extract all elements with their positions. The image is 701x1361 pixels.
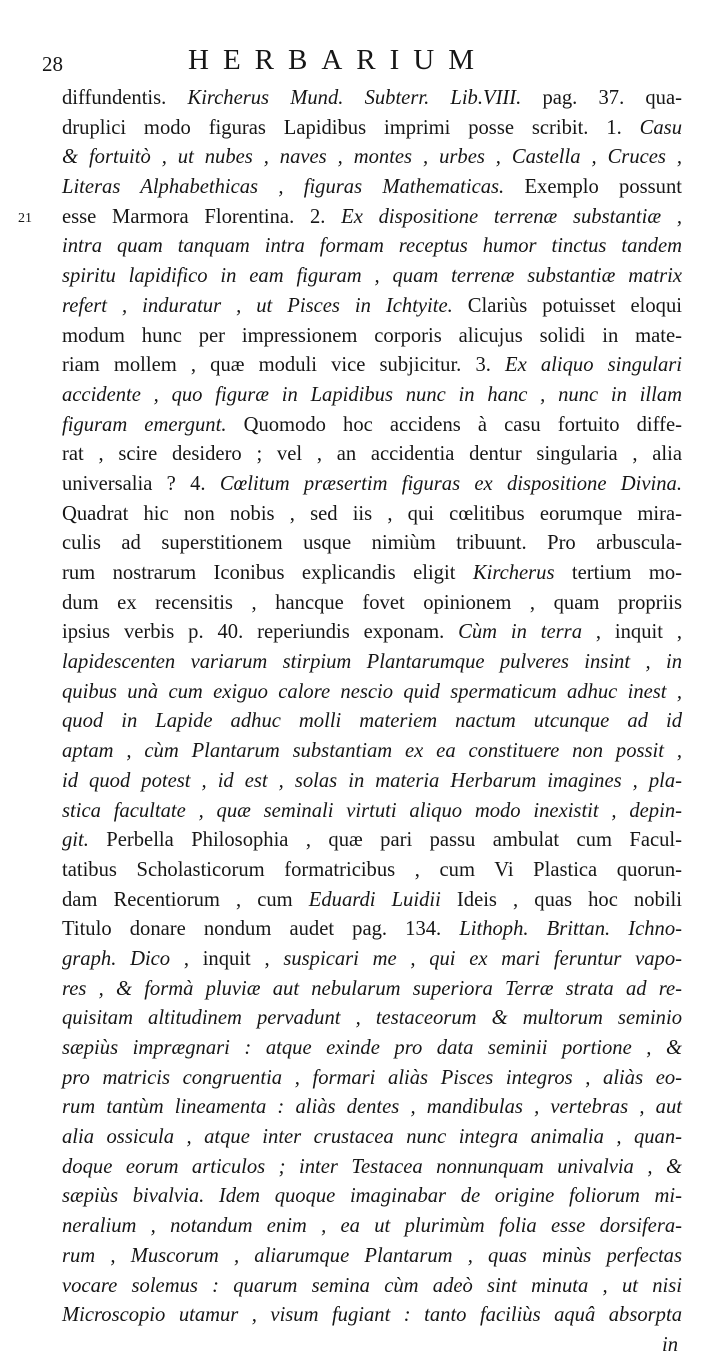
italic-text: Ex aliquo singulari — [505, 354, 682, 377]
text-line — [62, 232, 682, 262]
page-header — [40, 38, 680, 84]
italic-text: res , & formà pluviæ aut nebularum superiora Terræ strata ad re- — [62, 977, 682, 1000]
text-line — [62, 411, 682, 441]
roman-text: Titulo donare nondum audet pag. 134. — [62, 918, 460, 941]
roman-text: Perbella Philosophia , quæ pari passu ambulat cum Facul- — [88, 829, 682, 852]
text-line — [62, 500, 682, 530]
italic-text: pro matricis congruentia , formari aliàs Pisces integros , aliàs eo- — [62, 1066, 682, 1089]
roman-text: dam Recentiorum , cum — [62, 888, 309, 911]
italic-text: Ex dispositione terrenæ substantiæ , — [341, 205, 682, 228]
text-line — [62, 1331, 682, 1361]
italic-text: neralium , notandum enim , ea ut plurimùm folia esse dorsifera- — [62, 1215, 682, 1238]
italic-text: Cœlitum præsertim figuras ex dispositione Divina. — [219, 472, 682, 495]
text-line — [62, 826, 682, 856]
italic-text: Casu — [639, 116, 682, 139]
text-line — [62, 262, 682, 292]
text-line — [62, 1123, 682, 1153]
roman-text: modum hunc per impressionem corporis alicujus solidi in mate- — [62, 324, 682, 347]
text-line — [62, 1153, 682, 1183]
italic-text: intra quam tanquam intra formam receptus humor tinctus tandem — [62, 235, 682, 258]
text-line — [62, 114, 682, 144]
roman-text: diffundentis. — [62, 87, 188, 109]
italic-text: quibus unà cum exiguo calore nescio quid spermaticum adhuc inest , — [62, 680, 682, 703]
text-line — [62, 737, 682, 767]
text-line — [62, 84, 682, 114]
text-line — [62, 143, 682, 173]
roman-text: ipsius verbis p. 40. reperiundis exponam. — [62, 621, 459, 644]
roman-text: Ideis , quas hoc nobili — [440, 888, 682, 911]
italic-text: sæpiùs imprægnari : atque exinde pro data seminii portione , & — [62, 1037, 682, 1059]
italic-text: alia ossicula , atque inter crustacea nunc integra animalia , quan- — [62, 1126, 682, 1149]
italic-text: rum tantùm lineamenta : aliàs dentes , mandibulas , vertebras , aut — [62, 1096, 682, 1119]
roman-text: Quomodo hoc accidens à casu fortuito diffe- — [226, 413, 682, 436]
italic-text: & fortuitò , ut nubes , naves , montes , urbes , Castella , Cruces , — [62, 146, 682, 169]
roman-text: rum nostrarum Iconibus explicandis eligit — [62, 562, 473, 584]
italic-text: lapidescenten variarum stirpium Plantarumque pulveres insint , in — [62, 651, 682, 674]
text-line — [62, 767, 682, 797]
italic-text: aptam , cùm Plantarum substantiam ex ea constituere non possit , — [62, 740, 682, 763]
italic-text: id quod potest , id est , solas in materia Herbarum imagines , pla- — [62, 769, 682, 792]
roman-text: tertium mo- — [554, 562, 682, 584]
italic-text: spiritu lapidifico in eam figuram , quam terrenæ substantiæ matrix — [62, 265, 682, 288]
italic-text: Cùm in terra — [458, 621, 582, 644]
text-line — [18, 203, 682, 233]
italic-text: Literas Alphabethicas , figuras Mathematicas. — [62, 176, 505, 199]
italic-text: Kircherus Mund. Subterr. Lib.VIII. — [187, 87, 522, 109]
text-line — [62, 1004, 682, 1034]
text-line — [62, 707, 682, 737]
text-line — [62, 1212, 682, 1242]
italic-text: Kircherus — [472, 562, 555, 584]
roman-text — [204, 1185, 219, 1207]
italic-text: sæpiùs bivalvia. — [62, 1185, 205, 1208]
roman-text: esse Marmora Florentina. 2. — [62, 205, 342, 228]
text-line — [62, 440, 682, 470]
text-line — [62, 470, 682, 500]
text-line — [62, 678, 682, 708]
roman-text: rat , scire desidero ; vel , an accidentia dentur singularia , alia — [62, 443, 682, 466]
italic-text: stica facultate , quæ seminali virtuti aliquo modo inexistit , depin- — [62, 799, 682, 822]
text-line — [62, 856, 682, 886]
text-line — [62, 1064, 682, 1094]
italic-text: quod in Lapide adhuc molli materiem nactum utcunque ad id — [62, 710, 682, 733]
text-line — [62, 1182, 682, 1212]
roman-text: druplici modo figuras Lapidibus imprimi posse scribit. 1. — [62, 116, 640, 139]
roman-text: culis ad superstitionem usque nimiùm tribuunt. Pro arbuscula- — [62, 532, 682, 555]
italic-text: figuram emergunt. — [62, 413, 227, 436]
text-line — [62, 351, 682, 381]
roman-text: , inquit , — [170, 947, 284, 970]
text-line — [62, 589, 682, 619]
italic-text: suspicari me , qui ex mari feruntur vapo- — [283, 947, 682, 970]
roman-text: riam mollem , quæ moduli vice subjicitur. 3. — [62, 354, 506, 377]
italic-text: Eduardi Luidii — [308, 888, 441, 911]
roman-text: tatibus Scholasticorum formatricibus , cum Vi Plastica quorun- — [62, 858, 682, 881]
roman-text: Exemplo possunt — [504, 176, 682, 199]
italic-text: quisitam altitudinem pervadunt , testaceorum & multorum seminio — [62, 1007, 682, 1030]
text-line — [62, 292, 682, 322]
roman-text: Clariùs potuisset eloqui — [452, 294, 682, 317]
italic-text: vocare solemus : quarum semina cùm adeò sint minuta , ut nisi — [62, 1274, 682, 1297]
text-line — [62, 1034, 682, 1064]
roman-text: universalia ? 4. — [62, 472, 220, 495]
italic-text: Idem quoque imaginabar de origine foliorum mi- — [218, 1185, 682, 1208]
italic-text: Lithoph. Brittan. Ichno- — [459, 918, 683, 941]
roman-text: , inquit , — [582, 621, 682, 644]
italic-text: Microscopio utamur , visum fugiant : tanto faciliùs aquâ absorpta — [62, 1304, 682, 1327]
text-line — [62, 1242, 682, 1272]
italic-text: in — [661, 1333, 678, 1356]
text-line — [62, 915, 682, 945]
running-head: HERBARIUM — [188, 44, 489, 76]
text-line — [62, 381, 682, 411]
text-line — [62, 1272, 682, 1302]
italic-text: graph. Dico — [62, 947, 171, 970]
text-line — [62, 797, 682, 827]
text-line — [62, 529, 682, 559]
text-line — [62, 648, 682, 678]
text-line — [62, 322, 682, 352]
text-line — [62, 975, 682, 1005]
text-line — [62, 886, 682, 916]
text-line — [62, 1093, 682, 1123]
text-line — [62, 173, 682, 203]
text-line — [62, 1301, 682, 1331]
roman-text: pag. 37. qua- — [521, 87, 682, 109]
roman-text: Quadrat hic non nobis , sed iis , qui cœlitibus eorumque mira- — [62, 502, 682, 525]
body-text — [18, 84, 683, 1361]
page-number: 28 — [42, 52, 63, 76]
italic-text: rum , Muscorum , aliarumque Plantarum , quas minùs perfectas — [62, 1244, 682, 1267]
text-line — [62, 559, 682, 589]
margin-line-number: 21 — [18, 210, 32, 226]
italic-text: accidente , quo figuræ in Lapidibus nunc in hanc , nunc in illam — [62, 383, 682, 406]
italic-text: refert , induratur , ut Pisces in Ichtyite. — [62, 294, 453, 317]
roman-text: dum ex recensitis , hancque fovet opinionem , quam propriis — [62, 591, 682, 614]
text-line — [62, 945, 682, 975]
text-line — [62, 618, 682, 648]
italic-text: doque eorum articulos ; inter Testacea nonnunquam univalvia , & — [62, 1155, 682, 1178]
italic-text: git. — [62, 829, 89, 852]
